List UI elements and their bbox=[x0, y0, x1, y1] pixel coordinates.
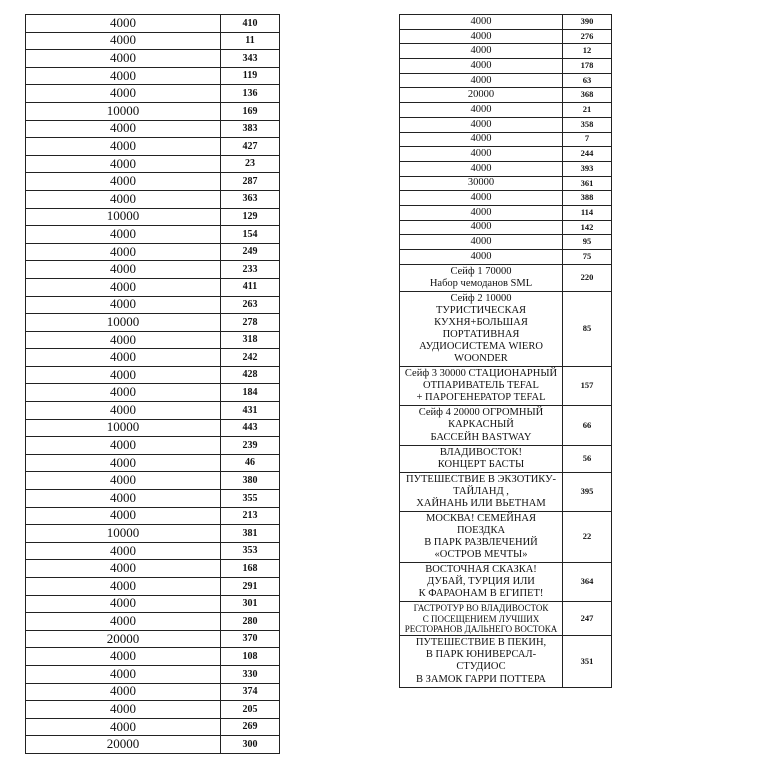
amount-cell: 4000 bbox=[400, 44, 563, 59]
number-cell: 443 bbox=[221, 419, 280, 437]
table-row bbox=[26, 173, 280, 191]
amount-cell: 10000 bbox=[26, 419, 221, 437]
amount-cell: 4000 bbox=[26, 296, 221, 314]
amount-cell: 4000 bbox=[26, 67, 221, 85]
number-cell: 56 bbox=[563, 445, 612, 472]
amount-cell: 4000 bbox=[26, 613, 221, 631]
prize-description-cell: Сейф 4 20000 ОГРОМНЫЙ КАРКАСНЫЙ БАССЕЙН BASTWAY bbox=[400, 406, 563, 445]
number-cell: 114 bbox=[563, 205, 612, 220]
amount-cell: 20000 bbox=[400, 88, 563, 103]
number-cell: 22 bbox=[563, 511, 612, 562]
amount-cell: 4000 bbox=[400, 117, 563, 132]
amount-cell: 30000 bbox=[400, 176, 563, 191]
amount-cell: 4000 bbox=[26, 683, 221, 701]
number-cell: 411 bbox=[221, 278, 280, 296]
table-row bbox=[26, 15, 280, 33]
number-cell: 393 bbox=[563, 161, 612, 176]
number-cell: 374 bbox=[221, 683, 280, 701]
number-cell: 380 bbox=[221, 472, 280, 490]
amount-cell: 10000 bbox=[26, 525, 221, 543]
table-row bbox=[400, 132, 612, 147]
number-cell: 358 bbox=[563, 117, 612, 132]
table-row bbox=[26, 472, 280, 490]
table-row bbox=[26, 32, 280, 50]
table-row bbox=[26, 437, 280, 455]
number-cell: 291 bbox=[221, 578, 280, 596]
table-row bbox=[26, 736, 280, 754]
table-row bbox=[26, 366, 280, 384]
number-cell: 157 bbox=[563, 367, 612, 406]
prize-description-cell: Сейф 3 30000 СТАЦИОНАРНЫЙ ОТПАРИВАТЕЛЬ TEFAL + ПАРОГЕНЕРАТОР TEFAL bbox=[400, 367, 563, 406]
amount-cell: 4000 bbox=[26, 701, 221, 719]
amount-cell: 4000 bbox=[26, 718, 221, 736]
prize-description-cell: ПУТЕШЕСТВИЕ В ПЕКИН, В ПАРК ЮНИВЕРСАЛ- СТУДИОС В ЗАМОК ГАРРИ ПОТТЕРА bbox=[400, 636, 563, 687]
amount-cell: 4000 bbox=[26, 578, 221, 596]
table-row bbox=[400, 44, 612, 59]
number-cell: 7 bbox=[563, 132, 612, 147]
amount-cell: 4000 bbox=[26, 138, 221, 156]
table-row bbox=[26, 50, 280, 68]
number-cell: 361 bbox=[563, 176, 612, 191]
amount-cell: 4000 bbox=[26, 173, 221, 191]
amount-cell: 4000 bbox=[26, 490, 221, 508]
amount-cell: 4000 bbox=[400, 73, 563, 88]
prize-description-cell: МОСКВА! СЕМЕЙНАЯ ПОЕЗДКА В ПАРК РАЗВЛЕЧЕНИЙ «ОСТРОВ МЕЧТЫ» bbox=[400, 511, 563, 562]
number-cell: 178 bbox=[563, 59, 612, 74]
amount-cell: 4000 bbox=[26, 349, 221, 367]
amount-cell: 4000 bbox=[400, 147, 563, 162]
number-cell: 21 bbox=[563, 103, 612, 118]
table-row bbox=[26, 349, 280, 367]
amount-cell: 4000 bbox=[26, 402, 221, 420]
table-row bbox=[26, 718, 280, 736]
table-row bbox=[26, 665, 280, 683]
number-cell: 318 bbox=[221, 331, 280, 349]
number-cell: 363 bbox=[221, 190, 280, 208]
table-row bbox=[26, 278, 280, 296]
table-row bbox=[26, 85, 280, 103]
number-cell: 395 bbox=[563, 472, 612, 511]
amount-cell: 4000 bbox=[26, 595, 221, 613]
number-cell: 355 bbox=[221, 490, 280, 508]
table-row bbox=[400, 176, 612, 191]
number-cell: 383 bbox=[221, 120, 280, 138]
amount-cell: 4000 bbox=[26, 331, 221, 349]
amount-cell: 4000 bbox=[400, 161, 563, 176]
amount-cell: 4000 bbox=[26, 648, 221, 666]
table-row bbox=[400, 103, 612, 118]
right-table-body bbox=[400, 15, 612, 688]
prize-description-cell: Сейф 2 10000 ТУРИСТИЧЕСКАЯ КУХНЯ+БОЛЬШАЯ ПОРТАТИВНАЯ АУДИОСИСТЕМА WIERO WOONDER bbox=[400, 291, 563, 366]
prize-row bbox=[400, 367, 612, 406]
amount-cell: 4000 bbox=[26, 542, 221, 560]
prize-row bbox=[400, 563, 612, 602]
number-cell: 388 bbox=[563, 191, 612, 206]
amount-cell: 4000 bbox=[26, 190, 221, 208]
amount-cell: 4000 bbox=[26, 50, 221, 68]
amount-cell: 20000 bbox=[26, 630, 221, 648]
table-row bbox=[26, 542, 280, 560]
table-row bbox=[26, 613, 280, 631]
amount-cell: 4000 bbox=[26, 278, 221, 296]
table-row bbox=[26, 578, 280, 596]
number-cell: 63 bbox=[563, 73, 612, 88]
table-row bbox=[400, 147, 612, 162]
number-cell: 12 bbox=[563, 44, 612, 59]
left-table-body bbox=[26, 15, 280, 754]
number-cell: 244 bbox=[563, 147, 612, 162]
table-row bbox=[26, 296, 280, 314]
table-row bbox=[26, 243, 280, 261]
number-cell: 368 bbox=[563, 88, 612, 103]
amount-cell: 4000 bbox=[26, 454, 221, 472]
table-row bbox=[26, 314, 280, 332]
number-cell: 351 bbox=[563, 636, 612, 687]
prize-row bbox=[400, 291, 612, 366]
table-row bbox=[26, 507, 280, 525]
table-row bbox=[26, 630, 280, 648]
amount-cell: 4000 bbox=[400, 235, 563, 250]
table-row bbox=[26, 419, 280, 437]
number-cell: 184 bbox=[221, 384, 280, 402]
amount-cell: 4000 bbox=[400, 29, 563, 44]
amount-cell: 4000 bbox=[400, 132, 563, 147]
number-cell: 269 bbox=[221, 718, 280, 736]
number-cell: 263 bbox=[221, 296, 280, 314]
amount-cell: 10000 bbox=[26, 208, 221, 226]
table-row bbox=[26, 120, 280, 138]
number-cell: 247 bbox=[563, 602, 612, 636]
number-cell: 46 bbox=[221, 454, 280, 472]
amount-cell: 4000 bbox=[400, 250, 563, 265]
number-cell: 300 bbox=[221, 736, 280, 754]
number-cell: 129 bbox=[221, 208, 280, 226]
number-cell: 119 bbox=[221, 67, 280, 85]
number-cell: 278 bbox=[221, 314, 280, 332]
number-cell: 205 bbox=[221, 701, 280, 719]
table-row bbox=[26, 595, 280, 613]
prize-description-cell: ПУТЕШЕСТВИЕ В ЭКЗОТИКУ- ТАЙЛАНД , ХАЙНАНЬ ИЛИ ВЬЕТНАМ bbox=[400, 472, 563, 511]
number-cell: 330 bbox=[221, 665, 280, 683]
amount-cell: 4000 bbox=[26, 155, 221, 173]
number-cell: 220 bbox=[563, 264, 612, 291]
prize-description-cell: ВЛАДИВОСТОК! КОНЦЕРТ БАСТЫ bbox=[400, 445, 563, 472]
number-cell: 242 bbox=[221, 349, 280, 367]
table-row bbox=[26, 560, 280, 578]
table-row bbox=[26, 155, 280, 173]
number-cell: 364 bbox=[563, 563, 612, 602]
table-row bbox=[26, 402, 280, 420]
amount-cell: 20000 bbox=[26, 736, 221, 754]
table-row bbox=[400, 73, 612, 88]
amount-cell: 4000 bbox=[26, 437, 221, 455]
amount-cell: 4000 bbox=[26, 472, 221, 490]
amount-cell: 4000 bbox=[26, 15, 221, 33]
table-row bbox=[400, 191, 612, 206]
number-cell: 85 bbox=[563, 291, 612, 366]
number-cell: 276 bbox=[563, 29, 612, 44]
prize-row bbox=[400, 264, 612, 291]
number-cell: 213 bbox=[221, 507, 280, 525]
number-cell: 280 bbox=[221, 613, 280, 631]
number-cell: 431 bbox=[221, 402, 280, 420]
table-row bbox=[400, 117, 612, 132]
table-row bbox=[26, 261, 280, 279]
number-cell: 427 bbox=[221, 138, 280, 156]
table-row bbox=[400, 88, 612, 103]
amount-cell: 4000 bbox=[26, 120, 221, 138]
table-row bbox=[26, 138, 280, 156]
table-row bbox=[26, 208, 280, 226]
number-cell: 410 bbox=[221, 15, 280, 33]
number-cell: 390 bbox=[563, 15, 612, 30]
amount-cell: 4000 bbox=[26, 243, 221, 261]
prize-row bbox=[400, 511, 612, 562]
number-cell: 66 bbox=[563, 406, 612, 445]
table-row bbox=[26, 701, 280, 719]
amount-cell: 10000 bbox=[26, 102, 221, 120]
number-cell: 353 bbox=[221, 542, 280, 560]
number-cell: 233 bbox=[221, 261, 280, 279]
number-cell: 136 bbox=[221, 85, 280, 103]
amount-cell: 4000 bbox=[26, 226, 221, 244]
amount-cell: 4000 bbox=[400, 205, 563, 220]
number-cell: 343 bbox=[221, 50, 280, 68]
number-cell: 142 bbox=[563, 220, 612, 235]
table-row bbox=[26, 102, 280, 120]
table-row bbox=[26, 190, 280, 208]
amount-cell: 4000 bbox=[400, 15, 563, 30]
amount-cell: 4000 bbox=[26, 32, 221, 50]
number-cell: 95 bbox=[563, 235, 612, 250]
amount-cell: 4000 bbox=[26, 665, 221, 683]
table-row bbox=[26, 648, 280, 666]
number-cell: 287 bbox=[221, 173, 280, 191]
left-prize-table bbox=[25, 14, 280, 754]
prize-row bbox=[400, 406, 612, 445]
number-cell: 301 bbox=[221, 595, 280, 613]
number-cell: 23 bbox=[221, 155, 280, 173]
table-row bbox=[26, 683, 280, 701]
amount-cell: 4000 bbox=[26, 366, 221, 384]
prize-row bbox=[400, 445, 612, 472]
number-cell: 249 bbox=[221, 243, 280, 261]
table-row bbox=[26, 331, 280, 349]
table-row bbox=[26, 454, 280, 472]
table-row bbox=[26, 67, 280, 85]
number-cell: 370 bbox=[221, 630, 280, 648]
amount-cell: 4000 bbox=[400, 59, 563, 74]
number-cell: 168 bbox=[221, 560, 280, 578]
table-row bbox=[400, 161, 612, 176]
prize-description-cell: Сейф 1 70000 Набор чемоданов SML bbox=[400, 264, 563, 291]
table-row bbox=[400, 15, 612, 30]
table-row bbox=[26, 384, 280, 402]
table-row bbox=[26, 490, 280, 508]
prize-description-cell: ГАСТРОТУР ВО ВЛАДИВОСТОК С ПОСЕЩЕНИЕМ ЛУЧШИХ РЕСТОРАНОВ ДАЛЬНЕГО ВОСТОКА bbox=[400, 602, 563, 636]
table-row bbox=[400, 29, 612, 44]
number-cell: 428 bbox=[221, 366, 280, 384]
amount-cell: 4000 bbox=[26, 261, 221, 279]
number-cell: 381 bbox=[221, 525, 280, 543]
number-cell: 11 bbox=[221, 32, 280, 50]
number-cell: 154 bbox=[221, 226, 280, 244]
number-cell: 169 bbox=[221, 102, 280, 120]
amount-cell: 4000 bbox=[26, 507, 221, 525]
amount-cell: 4000 bbox=[26, 384, 221, 402]
amount-cell: 4000 bbox=[26, 85, 221, 103]
table-row bbox=[400, 250, 612, 265]
prize-description-cell: ВОСТОЧНАЯ СКАЗКА! ДУБАЙ, ТУРЦИЯ ИЛИ К ФАРАОНАМ В ЕГИПЕТ! bbox=[400, 563, 563, 602]
table-row bbox=[400, 220, 612, 235]
table-row bbox=[400, 235, 612, 250]
prize-row bbox=[400, 472, 612, 511]
number-cell: 108 bbox=[221, 648, 280, 666]
prize-row bbox=[400, 636, 612, 687]
table-row bbox=[400, 205, 612, 220]
amount-cell: 4000 bbox=[400, 191, 563, 206]
amount-cell: 4000 bbox=[400, 103, 563, 118]
table-row bbox=[400, 59, 612, 74]
number-cell: 239 bbox=[221, 437, 280, 455]
amount-cell: 4000 bbox=[400, 220, 563, 235]
table-row bbox=[26, 525, 280, 543]
table-row bbox=[26, 226, 280, 244]
number-cell: 75 bbox=[563, 250, 612, 265]
prize-row bbox=[400, 602, 612, 636]
right-prize-table bbox=[399, 14, 612, 688]
amount-cell: 4000 bbox=[26, 560, 221, 578]
amount-cell: 10000 bbox=[26, 314, 221, 332]
